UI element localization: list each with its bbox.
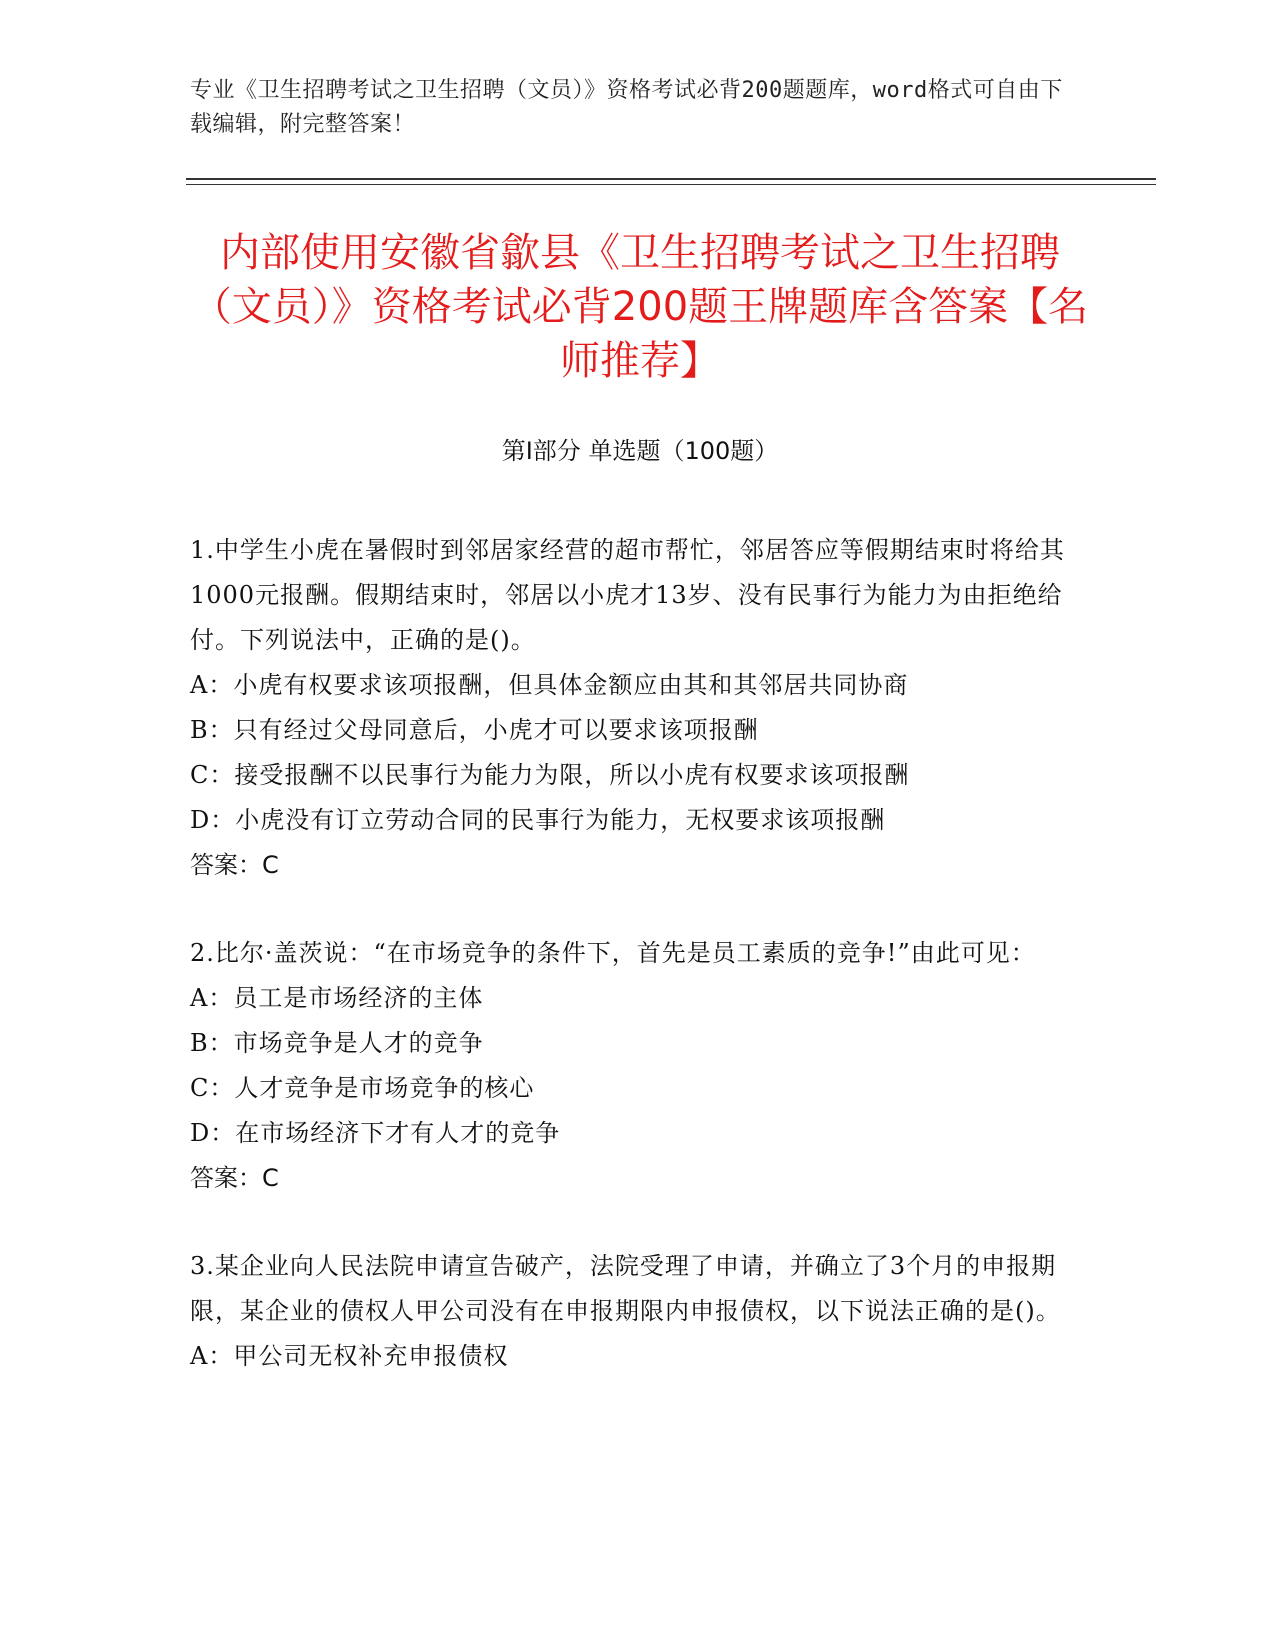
document-title: 内部使用安徽省歙县《卫生招聘考试之卫生招聘（文员）》资格考试必背200题王牌题库含答案【名师推荐】 [191, 230, 1089, 384]
header-rule-thin [186, 184, 1156, 185]
question-stem: 3.某企业向人民法院申请宣告破产，法院受理了申请，并确立了3个月的申报期限，某企业的债权人甲公司没有在申报期限内申报债权，以下说法正确的是()。 [190, 1252, 1061, 1325]
option-c: C：接受报酬不以民事行为能力为限，所以小虎有权要求该项报酬 [190, 761, 910, 789]
option-b: B：市场竞争是人才的竞争 [190, 1029, 484, 1057]
question-list [190, 528, 1070, 1422]
question-item [190, 1244, 1070, 1379]
option-b: B：只有经过父母同意后，小虎才可以要求该项报酬 [190, 716, 759, 744]
option-d: D：在市场经济下才有人才的竞争 [190, 1119, 561, 1147]
option-c: C：人才竞争是市场竞争的核心 [190, 1074, 535, 1102]
question-stem: 1.中学生小虎在暑假时到邻居家经营的超市帮忙，邻居答应等假期结束时将给其1000元报酬。假期结束时，邻居以小虎才13岁、没有民事行为能力为由拒绝给付。下列说法中，正确的是()。 [190, 536, 1065, 654]
answer-line: 答案：C [190, 1164, 279, 1192]
option-a: A：员工是市场经济的主体 [190, 984, 484, 1012]
option-a: A：小虎有权要求该项报酬，但具体金额应由其和其邻居共同协商 [190, 671, 909, 699]
option-d: D：小虎没有订立劳动合同的民事行为能力，无权要求该项报酬 [190, 806, 886, 834]
header-rule [186, 178, 1156, 180]
section-title: 第Ⅰ部分 单选题（100题） [501, 437, 779, 465]
answer-line: 答案：C [190, 851, 279, 879]
question-item [190, 931, 1070, 1201]
question-stem: 2.比尔·盖茨说：“在市场竞争的条件下，首先是员工素质的竞争!”由此可见： [190, 939, 1036, 967]
option-a: A：甲公司无权补充申报债权 [190, 1342, 509, 1370]
question-item [190, 528, 1070, 888]
header-note: 专业《卫生招聘考试之卫生招聘（文员）》资格考试必背200题题库，word格式可自由下载编辑，附完整答案！ [190, 78, 1063, 137]
